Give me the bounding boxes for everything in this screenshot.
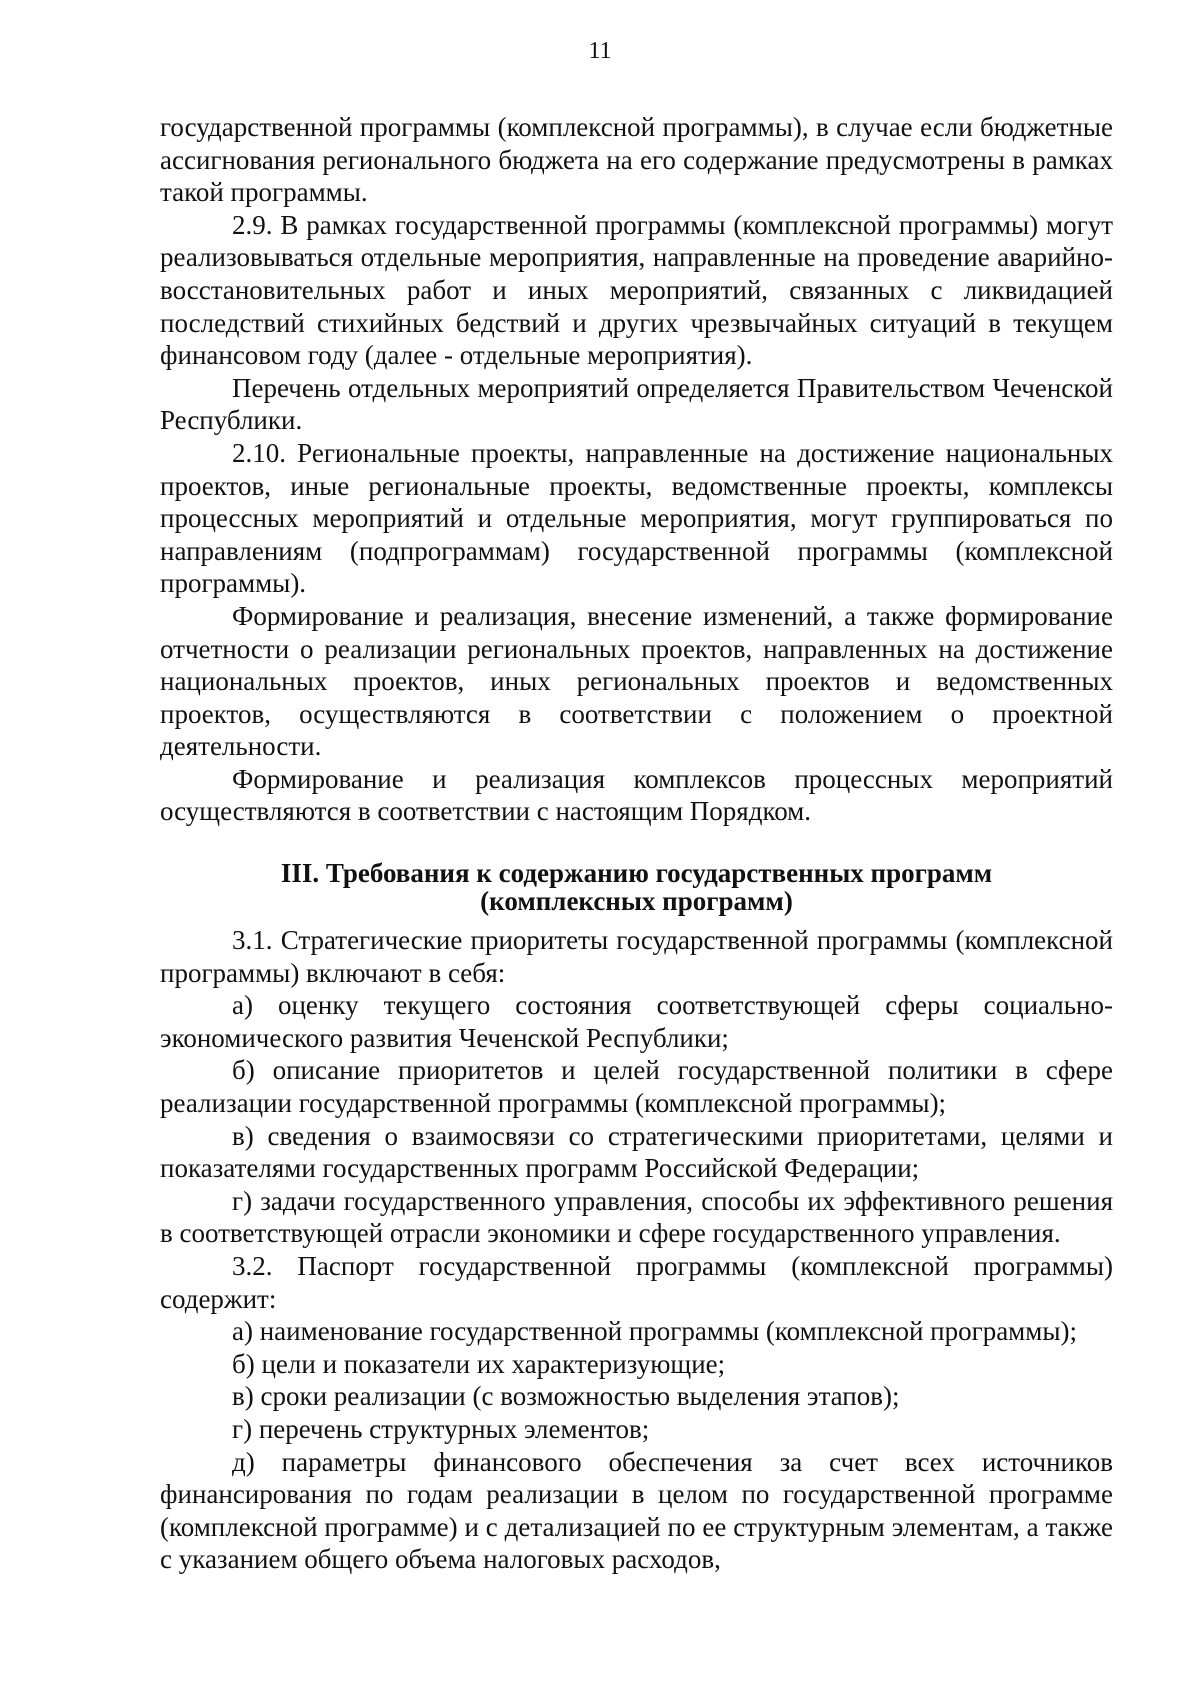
paragraph-formation-projects: Формирование и реализация, внесение изменений, а также формирование отчетности о реализации региональных проектов, направленных на достижение национальных проектов, иных региональных проектов и ведомственных проектов, осуществляются в соответствии с положением о проектной деятельности. (160, 600, 1113, 762)
list-item-3-1-a: а) оценку текущего состояния соответствующей сферы социально-экономического развития Чеченской Республики; (160, 990, 1113, 1053)
list-item-3-2-g: г) перечень структурных элементов; (232, 1413, 650, 1444)
section-heading-line-1: III. Требования к содержанию государственных программ (280, 858, 993, 888)
list-item-3-2-d: д) параметры финансового обеспечения за счет всех источников финансирования по годам реализации в целом по государственной программе (комплексной программе) и с детализацией по ее структурным элементам, а также с указанием общего объема налоговых расходов, (160, 1446, 1113, 1575)
section-heading-line-2: (комплексных программ) (480, 886, 793, 916)
paragraph-3-1: 3.1. Стратегические приоритеты государственной программы (комплексной программы) включают в себя: (160, 925, 1113, 988)
paragraph-2-10: 2.10. Региональные проекты, направленные на достижение национальных проектов, иные региональные проекты, ведомственные проекты, комплексы процессных мероприятий и отдельные мероприятия, могут группироваться по направлениям (подпрограммам) государственной программы (комплексной программы). (160, 437, 1113, 599)
document-body-bottom (160, 924, 1113, 1576)
list-item-3-1-g: г) задачи государственного управления, способы их эффективного решения в соответствующей отрасли экономики и сфере государственного управления. (160, 1185, 1113, 1249)
list-item-3-2-v: в) сроки реализации (с возможностью выделения этапов); (232, 1381, 900, 1412)
list-item-3-1-v: в) сведения о взаимосвязи со стратегическими приоритетами, целями и показателями государственных программ Российской Федерации; (160, 1120, 1113, 1184)
page-number: 11 (588, 38, 612, 64)
list-item-3-1-b: б) описание приоритетов и целей государственной политики в сфере реализации государственной программы (комплексной программы); (160, 1055, 1113, 1118)
list-item-3-2-a: а) наименование государственной программы (комплексной программы); (232, 1316, 1077, 1347)
paragraph-2-9: 2.9. В рамках государственной программы (комплексной программы) могут реализовываться отдельные мероприятия, направленные на проведение аварийно-восстановительных работ и иных мероприятий, связанных с ликвидацией последствий стихийных бедствий и других чрезвычайных ситуаций в текущем финансовом году (далее - отдельные мероприятия). (160, 209, 1113, 371)
document-body-top (160, 111, 1113, 828)
paragraph-3-2: 3.2. Паспорт государственной программы (комплексной программы) содержит: (160, 1250, 1113, 1314)
paragraph-formation-complexes: Формирование и реализация комплексов процессных мероприятий осуществляются в соответствии с настоящим Порядком. (160, 763, 1113, 827)
paragraph-continuation: государственной программы (комплексной программы), в случае если бюджетные ассигнования регионального бюджета на его содержание предусмотрены в рамках такой программы. (160, 112, 1113, 208)
section-heading (160, 859, 1113, 915)
list-item-3-2-b: б) цели и показатели их характеризующие; (232, 1348, 726, 1379)
paragraph-list-of-measures: Перечень отдельных мероприятий определяется Правительством Чеченской Республики. (160, 372, 1113, 436)
